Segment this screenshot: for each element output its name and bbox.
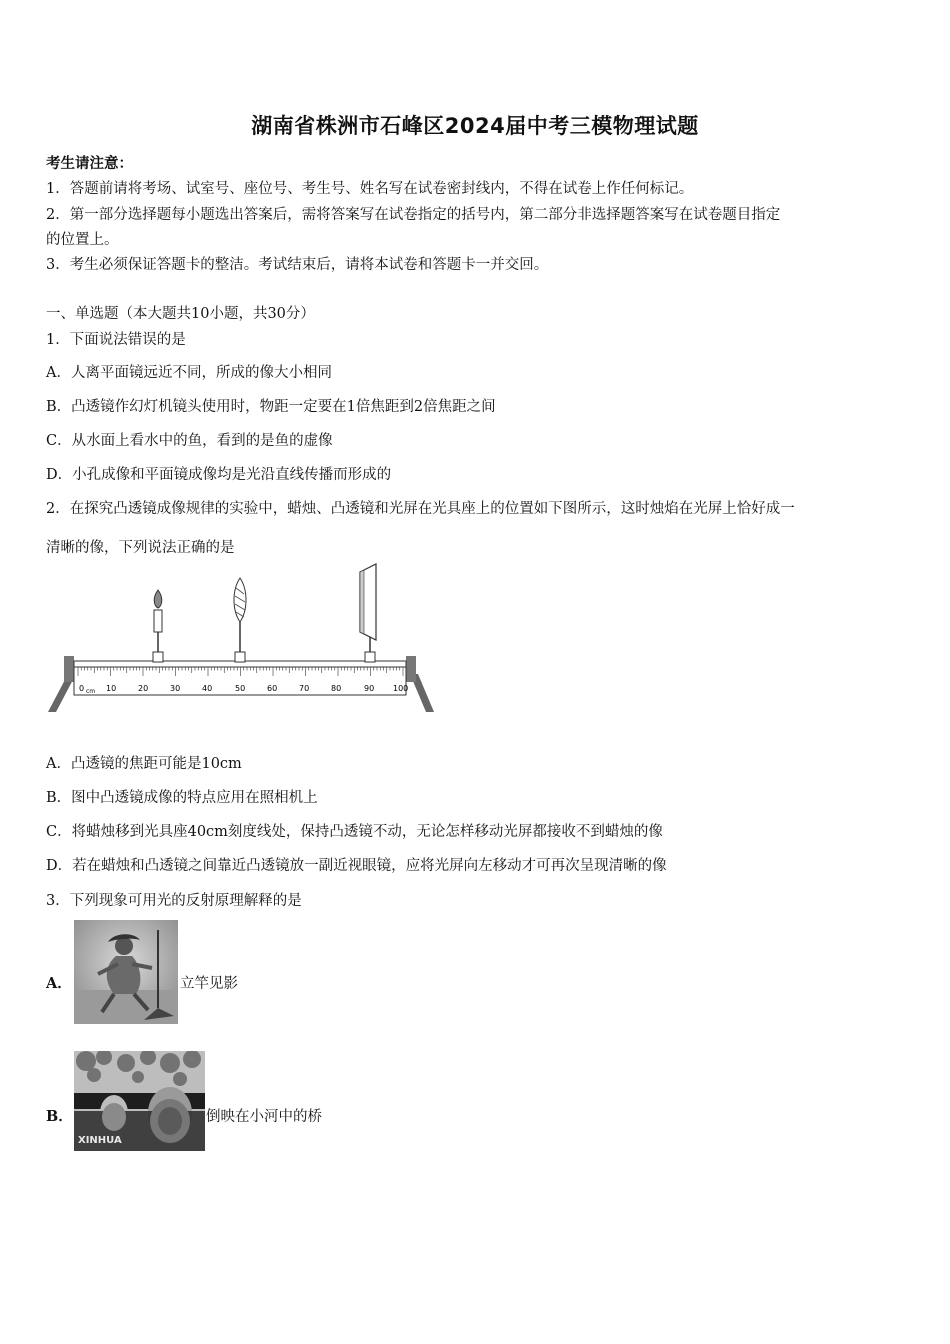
tick-label: 70: [299, 684, 310, 693]
bench-right-end-block: [406, 656, 416, 682]
tick-label: 80: [331, 684, 342, 693]
bench-left-end-block: [64, 656, 74, 682]
notice-heading: 考生请注意：: [46, 155, 133, 172]
light-screen: [360, 564, 376, 662]
tick-label: 90: [364, 684, 375, 693]
question-2-option-d: D．若在蜡烛和凸透镜之间靠近凸透镜放一副近视眼镜，应将光屏向左移动才可再次呈现清晰的像: [46, 858, 667, 874]
question-3-option-a-label: A．: [46, 975, 72, 992]
question-2-option-a: A．凸透镜的焦距可能是10cm: [46, 756, 242, 772]
optical-bench-figure: [46, 560, 446, 720]
tick-label: 10: [106, 684, 117, 693]
tick-label: 30: [170, 684, 181, 693]
notice-item: 的位置上。: [46, 232, 119, 248]
bridge-reflection-photo: [74, 1051, 205, 1151]
scale-unit: cm: [86, 688, 96, 695]
tick-label: 40: [202, 684, 213, 693]
section-heading: 一、单选题（本大题共10小题，共30分）: [46, 306, 315, 322]
question-3-stem: 3．下列现象可用光的反射原理解释的是: [46, 893, 302, 909]
tick-label: 100: [393, 684, 409, 693]
question-3-option-b-label: B．: [46, 1108, 73, 1125]
notice-item: 3．考生必须保证答题卡的整洁。考试结束后，请将本试卷和答题卡一并交回。: [46, 257, 549, 273]
notice-item: 2．第一部分选择题每小题选出答案后，需将答案写在试卷指定的括号内，第二部分非选择题答案写在试卷题目指定: [46, 207, 781, 223]
tick-label: 20: [138, 684, 149, 693]
question-1-option-b: B．凸透镜作幻灯机镜头使用时，物距一定要在1倍焦距到2倍焦距之间: [46, 399, 496, 415]
question-2-option-b: B．图中凸透镜成像的特点应用在照相机上: [46, 790, 318, 806]
tick-label: 50: [235, 684, 246, 693]
tick-label: 60: [267, 684, 278, 693]
exam-title: 湖南省株洲市石峰区2024届中考三模物理试题: [251, 114, 699, 138]
convex-lens: [234, 578, 246, 662]
question-3-option-b-text: 倒映在小河中的桥: [206, 1109, 322, 1125]
question-2-option-c: C．将蜡烛移到光具座40cm刻度线处，保持凸透镜不动，无论怎样移动光屏都接收不到蜡烛的像: [46, 824, 663, 840]
question-1-stem: 1．下面说法错误的是: [46, 332, 186, 348]
tick-label: 0: [79, 684, 85, 693]
question-1-option-c: C．从水面上看水中的鱼，看到的是鱼的虚像: [46, 433, 333, 449]
candle-flame: [154, 590, 162, 608]
photo-watermark: XINHUA: [78, 1135, 122, 1146]
question-1-option-d: D．小孔成像和平面镜成像均是光沿直线传播而形成的: [46, 467, 392, 483]
question-2-stem: 2．在探究凸透镜成像规律的实验中，蜡烛、凸透镜和光屏在光具座上的位置如下图所示，这时烛焰在光屏上恰好成一: [46, 501, 795, 517]
notice-item: 1．答题前请将考场、试室号、座位号、考生号、姓名写在试卷密封线内，不得在试卷上作任何标记。: [46, 181, 694, 197]
question-1-option-a: A．人离平面镜远近不同，所成的像大小相同: [46, 365, 332, 381]
pole-shadow-photo: [74, 920, 178, 1024]
question-3-option-a-text: 立竿见影: [180, 976, 238, 992]
question-2-stem-continued: 清晰的像，下列说法正确的是: [46, 540, 235, 556]
candle: [153, 590, 163, 662]
